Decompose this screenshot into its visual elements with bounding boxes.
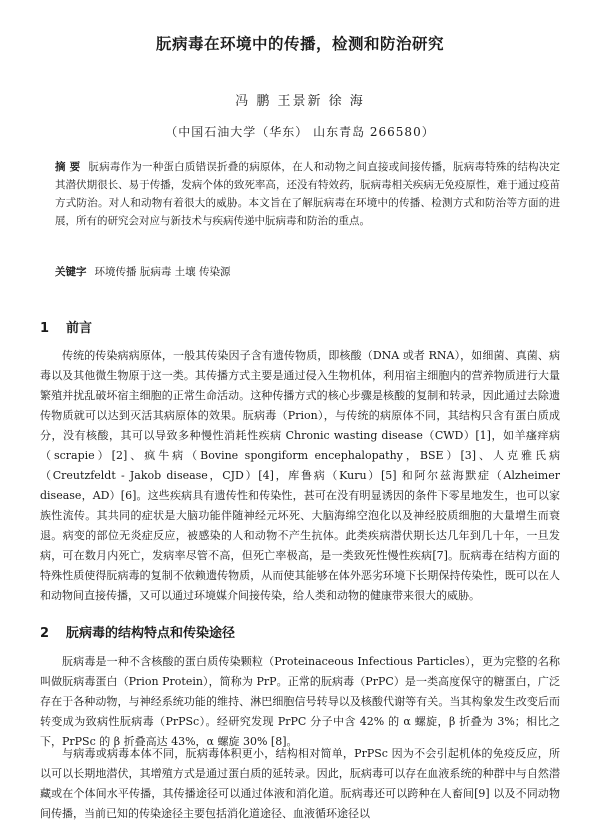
section-1-heading	[40, 317, 92, 336]
paper-title: 朊病毒在环境中的传播，检测和防治研究	[155, 35, 444, 53]
section-2-number: 2	[40, 626, 50, 641]
author-list: 冯 鹏 王景新 徐 海	[235, 94, 365, 109]
keywords	[55, 264, 560, 279]
affiliation: （中国石油大学（华东） 山东青岛 266580）	[165, 125, 435, 139]
section-2-heading	[40, 622, 235, 641]
abstract-text: 朊病毒作为一种蛋白质错误折叠的病原体，在人和动物之间直接或间接传播，朊病毒特殊的结构决定其潜伏期很长、易于传播，发病个体的致死率高，还没有特效药，朊病毒相关疾病无免疫原性，难于通过疫苗方式防治。对人和动物有着很大的威胁。本文旨在了解朊病毒在环境中的传播、检测方式和防治等方面的进展，所有的研究会对应与新技术与疾病传递中朊病毒和防治的重点。	[55, 161, 561, 227]
abstract	[55, 158, 560, 230]
section-2-paragraph-1: 朊病毒是一种不含核酸的蛋白质传染颗粒（Proteinaceous Infectious Particles），更为完整的名称叫做朊病毒蛋白（Prion Protein），简称为 PrP。正常的朊病毒（PrPC）是一类高度保守的糖蛋白，广泛存在于各种动物，与神经系统功能的维持、淋巴细胞信号转导以及核酸代谢等有关。当其构象发生改变后而转变成为致病性朊病毒（PrPSc）。经研究发现 PrPC 分子中含 42% 的 α 螺旋，β 折叠为 3%；相比之下，PrPSc 的 β 折叠高达 43%，α 螺旋 30% [8]。	[40, 655, 560, 748]
abstract-label: 摘 要	[55, 161, 81, 173]
section-1-paragraph: 传统的传染病病原体，一般其传染因子含有遗传物质，即核酸（DNA 或者 RNA），如细菌、真菌、病毒以及其他微生物原于这一类。其传播方式主要是通过侵入生物机体，利用宿主细胞内的营养物质进行大量繁殖并扰乱破坏宿主细胞的正常生命活动。这种传播方式的核心步骤是核酸的复制和转录，因此通过去除遗传物质就可以达到灭活其病原体的效果。朊病毒（Prion），与传统的病原体不同，其结构只含有蛋白质成分，没有核酸，其可以导致多种慢性消耗性疾病 Chronic wasting disease（CWD）[1]，如羊瘙痒病（scrapie）[2]、疯牛病（Bovine spongiform encephalopathy，BSE）[3]、人克雅氏病（Creutzfeldt - Jakob disease，CJD）[4]，库鲁病（Kuru）[5] 和阿尔兹海默症（Alzheimer disease，AD）[6]。这些疾病具有遗传性和传染性，甚可在没有明显诱因的条件下零星地发生，也可以家族性流传。其共同的症状是大脑功能伴随神经元坏死、大脑海绵空泡化以及神经胶质细胞的大量增生而衰退。病变的部位无炎症反应，被感染的人和动物不产生抗体。此类疾病潜伏期长达几年到几十年，一旦发病，可在数月内死亡，发病率尽管不高，但死亡率极高，是一类致死性慢性疾病[7]。朊病毒在结构方面的特殊性质使得朊病毒的复制不依赖遗传物质，从而使其能够在体外恶劣环境下长期保持传染性，既可以在人和动物间直接传播，又可以通过环境媒介间接传染，给人类和动物的健康带来很大的威胁。	[40, 349, 560, 602]
section-2-title: 朊病毒的结构特点和传染途径	[66, 626, 236, 641]
keywords-label: 关键字	[55, 266, 87, 278]
section-2-paragraph-2: 与病毒或病毒本体不同，朊病毒体积更小，结构相对简单，PrPSc 因为不会引起机体的免疫反应，所以可以长期地潜伏，其增殖方式是通过蛋白质的延转录。因此，朊病毒可以存在血液系统的种群中与自然潜藏或在个体间水平传播，其传播途径可以通过体液和消化道。朊病毒还可以跨种在人畜间[9] 以及不同动物间传播，当前已知的传染途径主要包括消化道途径、血液循环途径以	[40, 747, 560, 820]
keywords-text: 环境传播 朊病毒 土壤 传染源	[94, 266, 231, 278]
section-1-number: 1	[40, 321, 50, 336]
section-1-title: 前言	[66, 321, 93, 336]
